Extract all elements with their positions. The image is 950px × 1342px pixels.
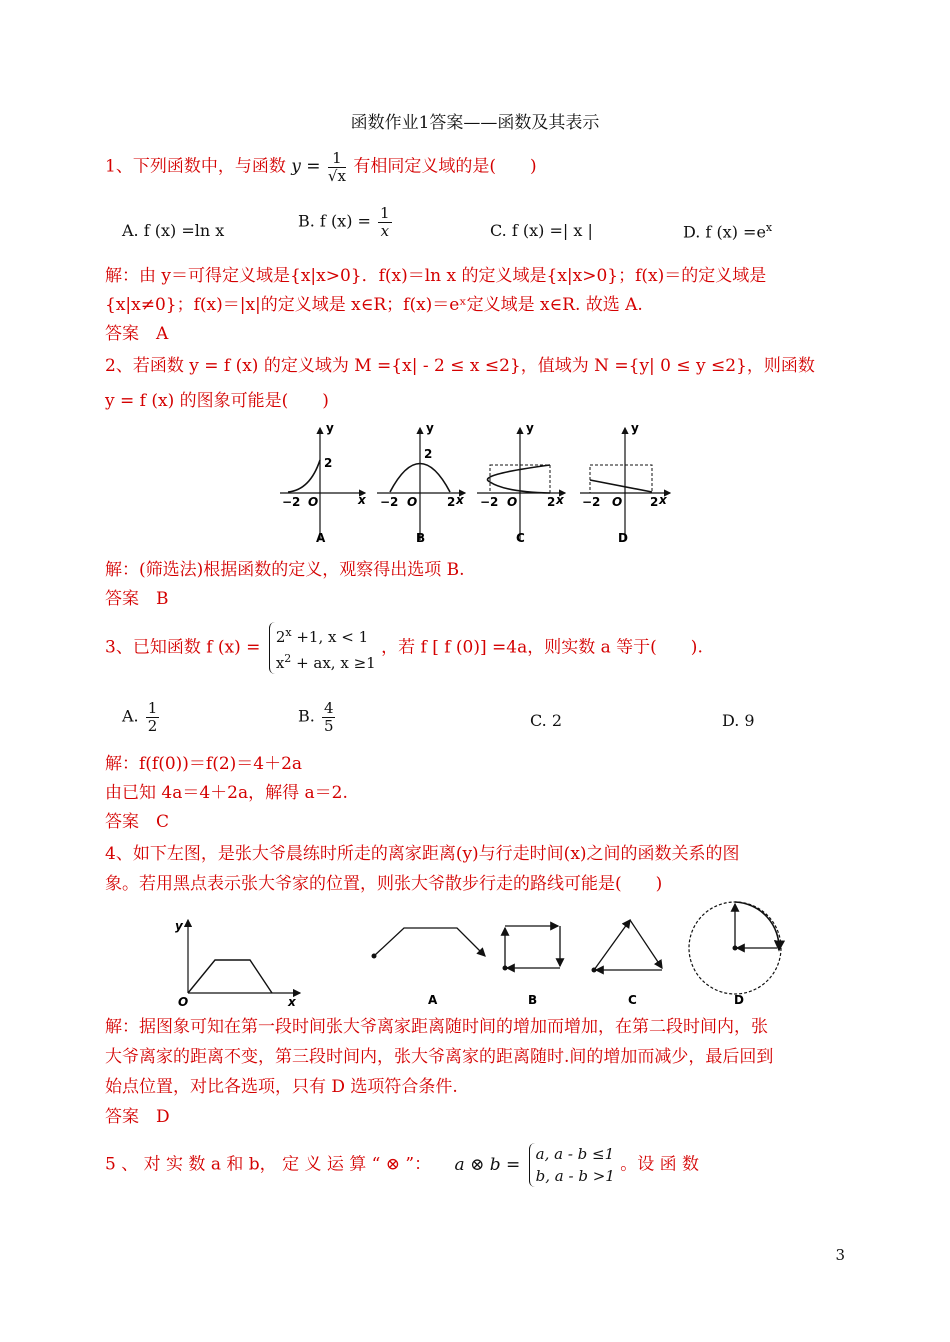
q2-label-a: A xyxy=(316,531,326,545)
q4-ylabel: y xyxy=(175,919,183,933)
q2-b-xlabel: x xyxy=(456,493,464,507)
q3-case-2-base: x xyxy=(275,654,285,672)
q1-function: y = xyxy=(291,156,321,177)
q4-figures xyxy=(160,898,790,1013)
q4-solution-line-2: 大爷离家的距离不变，第三段时间内，张大爷离家的距离随时.间的增加而减少，最后回到 xyxy=(105,1047,774,1067)
q1-option-b xyxy=(298,205,394,239)
q1-solution-line-1: 解：由 y＝可得定义域是{x|x>0}．f(x)＝ln x 的定义域是{x|x>0}；f(x)＝的定义域是 xyxy=(105,266,767,286)
q4-origin: O xyxy=(178,995,189,1009)
q4-label-a: A xyxy=(428,993,438,1007)
q2-label-c: C xyxy=(516,531,525,545)
q3-solution-line-1: 解：f(f(0))＝f(2)＝4＋2a xyxy=(105,754,303,774)
q2-stem-line-1: 2、若函数 y = f (x) 的定义域为 M ={x| - 2 ≤ x ≤2}，值域为 N ={y| 0 ≤ y ≤2}，则函数 xyxy=(105,356,815,376)
q3-option-d: D. 9 xyxy=(722,711,755,730)
q2-a-ylabel: y xyxy=(326,421,334,435)
q2-c-tick-neg2: −2 xyxy=(480,495,499,509)
q1-option-b-fraction xyxy=(378,205,392,239)
q1-option-d-pre: D. f (x) =e xyxy=(683,222,766,242)
q2-b-ylabel: y xyxy=(426,421,434,435)
q3-option-a-num: 1 xyxy=(147,699,158,717)
q2-d-ylabel: y xyxy=(631,421,639,435)
page-title: 函数作业1答案——函数及其表示 xyxy=(350,113,600,133)
q4-solution-line-1: 解：据图象可知在第一段时间张大爷离家距离随时间的增加而增加，在第二段时间内，张 xyxy=(105,1017,768,1037)
q2-label-d: D xyxy=(618,531,628,545)
q4-label-c: C xyxy=(628,993,637,1007)
q2-graphs xyxy=(270,420,690,550)
q1-answer: 答案 A xyxy=(105,324,169,344)
q2-b-tick-2: 2 xyxy=(424,447,433,461)
q3-option-a-fraction xyxy=(146,700,160,734)
q4-distance-graph xyxy=(175,919,300,1009)
q2-graph-b xyxy=(377,421,465,545)
q4-label-d: D xyxy=(734,993,744,1007)
q2-stem-line-2: y = f (x) 的图象可能是( ) xyxy=(105,391,329,411)
q2-label-b: B xyxy=(416,531,426,545)
q3-option-a xyxy=(122,700,161,734)
q3-case-1-rest: +1, x < 1 xyxy=(291,628,369,646)
q5-case-2: b, a - b >1 xyxy=(535,1167,615,1185)
q2-b-tick-neg2: −2 xyxy=(380,495,399,509)
q3-option-b-den: 5 xyxy=(323,716,334,735)
q2-graph-d xyxy=(580,421,670,545)
q2-c-ylabel: y xyxy=(526,421,534,435)
q3-case-2-sup: 2 xyxy=(284,652,292,665)
q4-route-d xyxy=(689,902,781,1007)
q3-option-a-label: A. xyxy=(122,706,139,726)
q3-option-b-label: B. xyxy=(298,706,315,726)
q2-solution: 解：(筛选法)根据函数的定义，观察得出选项 B. xyxy=(105,560,465,580)
q4-route-c xyxy=(592,920,663,1007)
q1-fraction xyxy=(328,150,346,184)
q2-b-tick-2x: 2 xyxy=(447,495,456,509)
q2-answer: 答案 B xyxy=(105,589,169,609)
q4-answer: 答案 D xyxy=(105,1107,170,1127)
q3-option-b-num: 4 xyxy=(323,699,334,717)
q3-option-a-den: 2 xyxy=(147,716,158,735)
q2-graph-c xyxy=(477,421,565,545)
q2-c-xlabel: x xyxy=(556,493,564,507)
q5-stem-post: 。设 函 数 xyxy=(620,1154,700,1175)
q3-case-1-sup: x xyxy=(285,626,292,639)
q2-a-tick-neg2: −2 xyxy=(282,495,301,509)
q2-d-origin: O xyxy=(612,495,623,509)
q5-stem xyxy=(105,1143,699,1187)
q1-option-d xyxy=(683,221,772,241)
q3-case-1 xyxy=(276,622,376,648)
q4-solution-line-3: 始点位置，对比各选项，只有 D 选项符合条件. xyxy=(105,1077,458,1097)
q3-option-c: C. 2 xyxy=(530,711,563,730)
q1-fraction-num: 1 xyxy=(328,150,346,168)
q2-d-tick-2x: 2 xyxy=(650,495,659,509)
q2-c-tick-2x: 2 xyxy=(547,495,556,509)
q2-c-origin: O xyxy=(507,495,518,509)
q2-graph-a xyxy=(280,421,367,545)
q4-stem-line-1: 4、如下左图，是张大爷晨练时所走的离家距离(y)与行走时间(x)之间的函数关系的图 xyxy=(105,844,740,864)
q4-stem-line-2: 象。若用黑点表示张大爷家的位置，则张大爷散步行走的路线可能是( ) xyxy=(105,874,663,894)
q2-d-tick-neg2: −2 xyxy=(582,495,601,509)
q3-stem xyxy=(105,622,703,674)
q3-option-b xyxy=(298,700,337,734)
q3-option-b-fraction xyxy=(322,700,336,734)
q3-stem-pre: 3、已知函数 f (x) = xyxy=(105,637,261,658)
q5-formula: a ⊗ b = xyxy=(454,1154,521,1175)
q1-stem-post: 有相同定义域的是( ) xyxy=(353,156,537,177)
q1-option-b-pre: B. f (x) = xyxy=(298,211,371,231)
q1-option-b-den: x xyxy=(380,221,390,240)
q2-d-xlabel: x xyxy=(659,493,667,507)
q1-fraction-den: √x xyxy=(327,166,346,185)
page-number: 3 xyxy=(835,1246,845,1264)
q5-case-1: a, a - b ≤1 xyxy=(535,1145,615,1163)
q3-case-2-rest: + ax, x ≥1 xyxy=(291,654,376,672)
q1-option-b-num: 1 xyxy=(380,204,390,222)
q1-solution-line-2: {x|x≠0}；f(x)＝|x|的定义域是 x∈R；f(x)＝eˣ定义域是 x∈R. 故选 A. xyxy=(105,295,643,315)
q2-a-tick-2: 2 xyxy=(324,456,333,470)
q4-xlabel: x xyxy=(288,995,296,1009)
q5-piecewise xyxy=(529,1143,615,1187)
q3-solution-line-2: 由已知 4a＝4＋2a，解得 a＝2. xyxy=(105,783,348,803)
q1-option-a: A. f (x) =ln x xyxy=(122,221,225,240)
q3-answer: 答案 C xyxy=(105,812,170,832)
q3-stem-post: ，若 f [ f (0)] =4a，则实数 a 等于( ). xyxy=(381,637,703,658)
q2-a-xlabel: x xyxy=(358,493,366,507)
q1-option-d-sup: x xyxy=(765,221,773,234)
q2-b-origin: O xyxy=(407,495,418,509)
q4-label-b: B xyxy=(528,993,538,1007)
q3-case-1-base: 2 xyxy=(275,628,286,646)
q5-stem-pre: 5 、 对 实 数 a 和 b， 定 义 运 算 “ ⊗ ”： xyxy=(105,1154,432,1175)
q2-a-origin: O xyxy=(308,495,319,509)
q4-route-a xyxy=(372,928,486,1007)
q3-case-2 xyxy=(276,648,376,674)
q3-piecewise xyxy=(269,622,376,674)
q1-stem xyxy=(105,150,537,184)
q4-route-b xyxy=(503,926,561,1007)
q1-option-c: C. f (x) =| x | xyxy=(490,221,593,240)
q1-stem-pre: 1、下列函数中，与函数 xyxy=(105,156,286,177)
